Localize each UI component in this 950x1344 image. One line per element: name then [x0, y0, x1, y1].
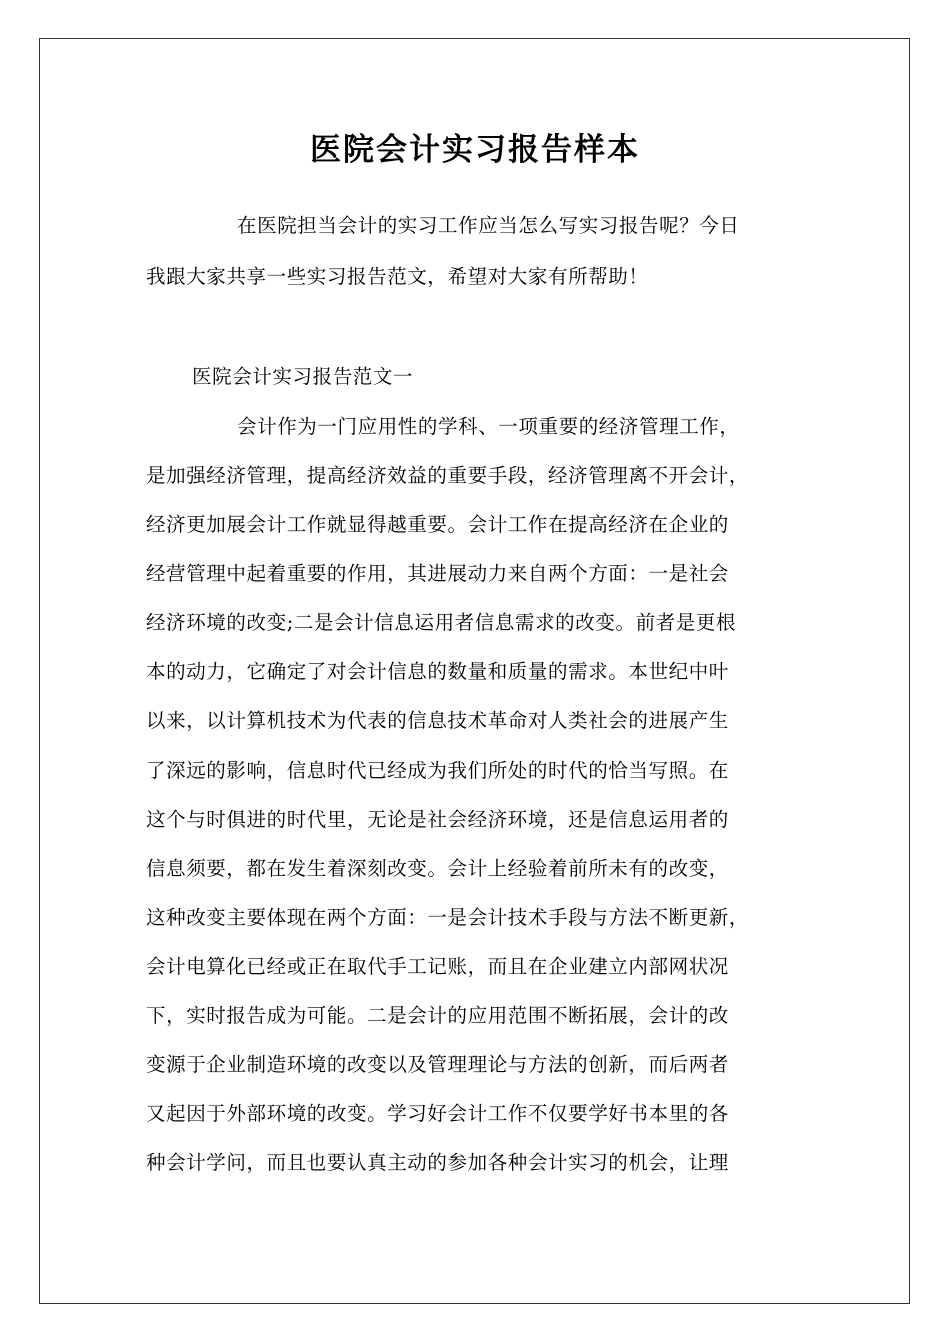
- body-line: 会计电算化已经或正在取代手工记账，而且在企业建立内部网状况: [146, 955, 729, 978]
- intro-line-1: 在医院担当会计的实习工作应当怎么写实习报告呢？今日: [237, 214, 740, 237]
- body-line: 了深远的影响，信息时代已经成为我们所处的时代的恰当写照。在: [146, 759, 729, 782]
- body-line: 种会计学问，而且也要认真主动的参加各种会计实习的机会，让理: [146, 1151, 729, 1174]
- body-line: 下，实时报告成为可能。二是会计的应用范围不断拓展，会计的改: [146, 1004, 729, 1027]
- body-line: 经济更加展会计工作就显得越重要。会计工作在提高经济在企业的: [146, 513, 729, 536]
- body-line: 变源于企业制造环境的改变以及管理理论与方法的创新，而后两者: [146, 1053, 729, 1076]
- body-line: 这种改变主要体现在两个方面：一是会计技术手段与方法不断更新，: [146, 906, 750, 929]
- body-line: 以来，以计算机技术为代表的信息技术革命对人类社会的进展产生: [146, 709, 729, 732]
- body-line: 这个与时俱进的时代里，无论是社会经济环境，还是信息运用者的: [146, 808, 729, 831]
- body-line: 信息须要，都在发生着深刻改变。会计上经验着前所未有的改变，: [146, 857, 729, 880]
- body-line: 会计作为一门应用性的学科、一项重要的经济管理工作，: [237, 415, 740, 438]
- body-line: 又起因于外部环境的改变。学习好会计工作不仅要学好书本里的各: [146, 1102, 729, 1125]
- section-heading: 医院会计实习报告范文一: [192, 365, 414, 388]
- intro-line-2: 我跟大家共享一些实习报告范文，希望对大家有所帮助！: [146, 265, 649, 288]
- body-line: 经营管理中起着重要的作用，其进展动力来自两个方面：一是社会: [146, 562, 729, 585]
- body-line: 是加强经济管理，提高经济效益的重要手段，经济管理离不开会计，: [146, 464, 750, 487]
- body-line: 经济环境的改变;二是会计信息运用者信息需求的改变。前者是更根: [146, 611, 737, 634]
- document-title: 医院会计实习报告样本: [310, 132, 640, 168]
- body-line: 本的动力，它确定了对会计信息的数量和质量的需求。本世纪中叶: [146, 660, 729, 683]
